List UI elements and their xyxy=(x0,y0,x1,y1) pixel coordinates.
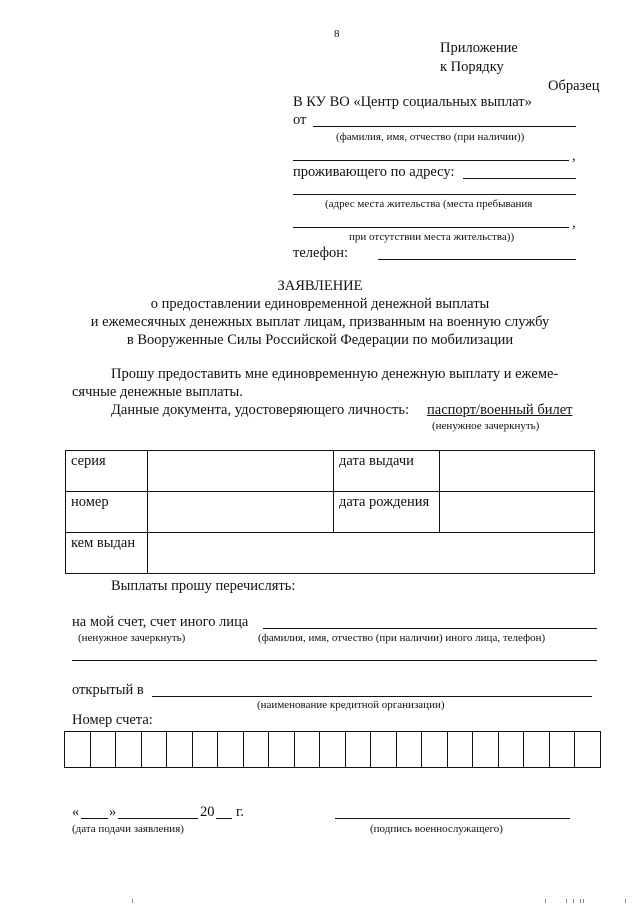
date-day-line[interactable] xyxy=(81,818,108,819)
addressee: В КУ ВО «Центр социальных выплат» xyxy=(293,94,532,110)
scan-mark xyxy=(580,899,581,903)
date-month-line[interactable] xyxy=(118,818,198,819)
account-number-cells[interactable] xyxy=(65,731,601,768)
account-cell[interactable] xyxy=(243,731,270,768)
date-year-suffix: г. xyxy=(236,804,244,820)
address-line-1 xyxy=(463,178,576,179)
strike-hint-1: (ненужное зачеркнуть) xyxy=(432,420,540,432)
scan-mark xyxy=(545,899,546,903)
other-person-line[interactable] xyxy=(263,628,597,629)
residing-label: проживающего по адресу: xyxy=(293,164,455,180)
account-cell[interactable] xyxy=(549,731,576,768)
date-year: 20 xyxy=(200,804,215,820)
appendix-line1: Приложение xyxy=(440,40,518,56)
account-cell[interactable] xyxy=(447,731,474,768)
account-cell[interactable] xyxy=(166,731,193,768)
request-line-2: сячные денежные выплаты. xyxy=(72,384,243,400)
id-doc-value: паспорт/военный билет xyxy=(427,402,573,418)
from-label: от xyxy=(293,112,307,128)
title-line-1: о предоставлении единовременной денежной выплаты xyxy=(150,296,490,312)
account-cell[interactable] xyxy=(345,731,372,768)
sample-label: Образец xyxy=(548,78,600,94)
transfer-label: Выплаты прошу перечислять: xyxy=(111,578,296,594)
address-hint-2: при отсутствии места жительства)) xyxy=(349,231,515,243)
account-to-label: на мой счет, счет иного лица xyxy=(72,614,249,630)
bank-hint: (наименование кредитной организации) xyxy=(257,699,445,711)
account-cell[interactable] xyxy=(294,731,321,768)
date-year-line[interactable] xyxy=(216,818,232,819)
address-line-2 xyxy=(293,194,576,195)
request-line-1: Прошу предоставить мне единовременную денежную выплату и ежеме- xyxy=(111,366,559,382)
appendix-line2: к Порядку xyxy=(440,59,504,75)
account-cell[interactable] xyxy=(64,731,91,768)
account-cell[interactable] xyxy=(523,731,550,768)
date-quote-open: « xyxy=(72,804,80,820)
other-person-hint: (фамилия, имя, отчество (при наличии) иного лица, телефон) xyxy=(258,632,546,644)
address-line-3 xyxy=(293,227,569,228)
account-cell[interactable] xyxy=(498,731,525,768)
number-label: номер xyxy=(66,492,148,533)
date-quote-close: » xyxy=(109,804,117,820)
scan-mark xyxy=(625,899,626,903)
scan-mark xyxy=(132,899,133,903)
date-hint: (дата подачи заявления) xyxy=(72,823,184,835)
id-document-table xyxy=(65,450,595,574)
opened-in-label: открытый в xyxy=(72,682,144,698)
account-number-label: Номер счета: xyxy=(72,712,153,728)
account-cell[interactable] xyxy=(421,731,448,768)
fio-hint: (фамилия, имя, отчество (при наличии)) xyxy=(336,131,525,143)
account-cell[interactable] xyxy=(192,731,219,768)
other-person-line-2[interactable] xyxy=(72,660,597,661)
address-hint-1: (адрес места жительства (места пребывания xyxy=(325,198,533,210)
strike-hint-2: (ненужное зачеркнуть) xyxy=(78,632,186,644)
scan-mark xyxy=(583,899,584,903)
account-cell[interactable] xyxy=(370,731,397,768)
fio-line xyxy=(313,126,576,127)
signature-hint: (подпись военнослужащего) xyxy=(370,823,503,835)
signature-line[interactable] xyxy=(335,818,570,819)
issue-date-field[interactable] xyxy=(440,451,595,492)
title-line-2: и ежемесячных денежных выплат лицам, призванным на военную службу xyxy=(90,314,550,330)
account-cell[interactable] xyxy=(115,731,142,768)
series-label: серия xyxy=(66,451,148,492)
scan-mark xyxy=(573,899,574,903)
phone-line xyxy=(378,259,576,260)
account-cell[interactable] xyxy=(319,731,346,768)
comma-2: , xyxy=(572,215,576,231)
id-doc-label: Данные документа, удостоверяющего личность: xyxy=(111,402,409,418)
account-cell[interactable] xyxy=(90,731,117,768)
title-line-3: в Вооруженные Силы Российской Федерации по мобилизации xyxy=(126,332,514,348)
account-cell[interactable] xyxy=(268,731,295,768)
issue-date-label: дата выдачи xyxy=(334,451,440,492)
issued-by-field[interactable] xyxy=(148,533,595,574)
birth-date-field[interactable] xyxy=(440,492,595,533)
scan-mark xyxy=(566,899,567,903)
account-cell[interactable] xyxy=(396,731,423,768)
account-cell[interactable] xyxy=(141,731,168,768)
account-cell[interactable] xyxy=(472,731,499,768)
series-field[interactable] xyxy=(148,451,334,492)
page-number: 8 xyxy=(334,28,340,40)
account-cell[interactable] xyxy=(574,731,601,768)
comma-1: , xyxy=(572,148,576,164)
birth-date-label: дата рождения xyxy=(334,492,440,533)
number-field[interactable] xyxy=(148,492,334,533)
fio-line-2 xyxy=(293,160,569,161)
phone-label: телефон: xyxy=(293,245,349,261)
bank-line[interactable] xyxy=(152,696,592,697)
account-cell[interactable] xyxy=(217,731,244,768)
issued-by-label: кем выдан xyxy=(66,533,148,574)
document-title: ЗАЯВЛЕНИЕ xyxy=(277,278,363,294)
